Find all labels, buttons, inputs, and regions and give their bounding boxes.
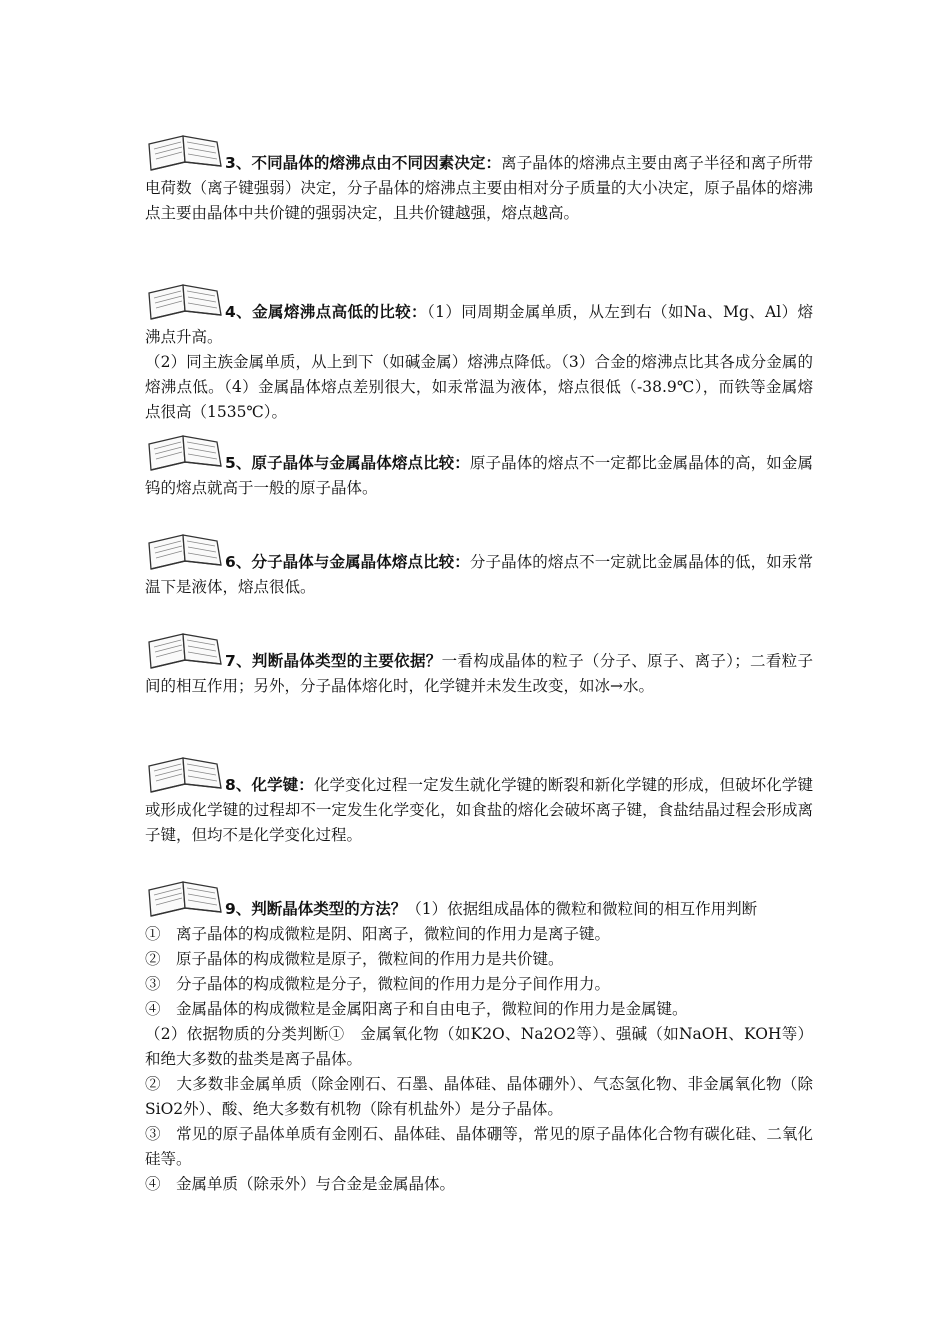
book-icon [145,531,225,573]
book-icon [145,630,225,672]
section-9 [145,878,813,1197]
section-text: 分子晶体的熔点不一定就比金属晶体的低，如汞常温下是液体，熔点很低。 [145,553,813,596]
section-4 [145,281,813,425]
list-item: ② 原子晶体的构成微粒是原子，微粒间的作用力是共价键。 [145,950,564,968]
section-extra: （2）同主族金属单质，从上到下（如碱金属）熔沸点降低。（3）合金的熔沸点比其各成分金属的熔沸点低。（4）金属晶体熔点差别很大，如汞常温为液体，熔点很低（-38.9℃），而铁等金属熔点很高（1535℃）。 [145,353,813,421]
book-icon [145,878,225,920]
list-item: （2）依据物质的分类判断① 金属氧化物（如K2O、Na2O2等）、强碱（如NaOH、KOH等）和绝大多数的盐类是离子晶体。 [145,1025,813,1068]
section-heading: 8、化学键： [225,776,314,794]
book-icon [145,432,225,474]
section-text: 离子晶体的熔沸点主要由离子半径和离子所带电荷数（离子键强弱）决定，分子晶体的熔沸点主要由相对分子质量的大小决定，原子晶体的熔沸点主要由晶体中共价键的强弱决定，且共价键越强，熔点越高。 [145,154,813,222]
section-3 [145,132,813,226]
section-heading: 3、不同晶体的熔沸点由不同因素决定： [225,154,502,172]
book-icon [145,132,225,174]
section-7 [145,630,813,699]
section-8 [145,754,813,848]
book-icon [145,754,225,796]
list-item: ① 离子晶体的构成微粒是阴、阳离子，微粒间的作用力是离子键。 [145,925,611,943]
section-heading: 5、原子晶体与金属晶体熔点比较： [225,454,470,472]
section-text: 化学变化过程一定发生就化学键的断裂和新化学键的形成，但破坏化学键或形成化学键的过程却不一定发生化学变化，如食盐的熔化会破坏离子键，食盐结晶过程会形成离子键，但均不是化学变化过程。 [145,776,813,844]
section-5 [145,432,813,501]
section-text: 一看构成晶体的粒子（分子、原子、离子）；二看粒子间的相互作用；另外，分子晶体熔化时，化学键并未发生改变，如冰→水。 [145,652,813,695]
list-item: ③ 常见的原子晶体单质有金刚石、晶体硅、晶体硼等，常见的原子晶体化合物有碳化硅、二氧化硅等。 [145,1125,813,1168]
section-heading: 4、金属熔沸点高低的比较： [225,303,427,321]
list-item: ③ 分子晶体的构成微粒是分子，微粒间的作用力是分子间作用力。 [145,975,611,993]
book-icon [145,281,225,323]
section-6 [145,531,813,600]
section-text: 原子晶体的熔点不一定都比金属晶体的高，如金属钨的熔点就高于一般的原子晶体。 [145,454,813,497]
list-item: ② 大多数非金属单质（除金刚石、石墨、晶体硅、晶体硼外）、气态氢化物、非金属氧化物（除SiO2外）、酸、绝大多数有机物（除有机盐外）是分子晶体。 [145,1075,813,1118]
section-heading: 6、分子晶体与金属晶体熔点比较： [225,553,470,571]
section-heading: 9、判断晶体类型的方法？ [225,900,407,918]
list-item: ④ 金属单质（除汞外）与合金是金属晶体。 [145,1175,456,1193]
section-text: （1）同周期金属单质，从左到右（如Na、Mg、Al）熔沸点升高。 [145,303,813,346]
section-heading: 7、判断晶体类型的主要依据？ [225,652,442,670]
list-item: ④ 金属晶体的构成微粒是金属阳离子和自由电子，微粒间的作用力是金属键。 [145,1000,688,1018]
section-text: （1）依据组成晶体的微粒和微粒间的相互作用判断 [406,900,758,918]
